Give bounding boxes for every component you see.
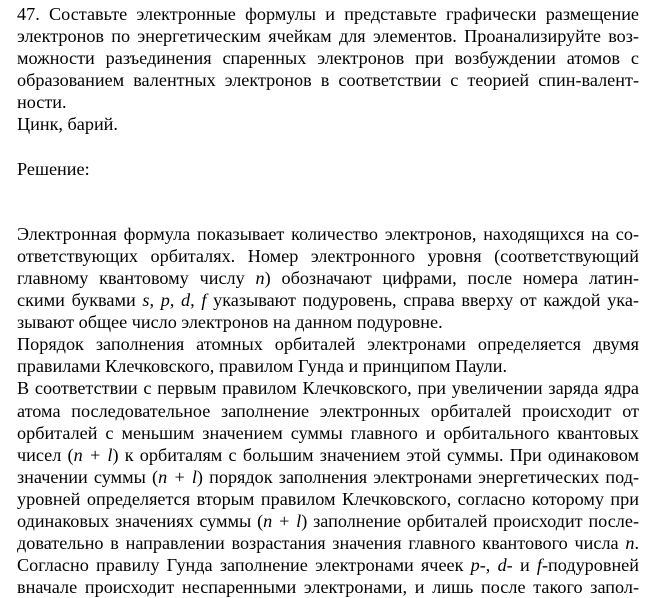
text-run: . [634,533,639,554]
p1-line-4 [17,289,639,311]
p3-line-3: орбиталей с меньшим значением суммы главного и орбитального квантовых [17,422,639,443]
p3-line-8 [17,532,639,554]
p2-line-1: Порядок заполнения атомных орбиталей электронами определяется двумя [17,334,639,355]
task-number: 47. [17,4,40,24]
solution-heading: Решение: [17,158,90,179]
p1-line-5: зывают общее число электронов на данном подуровне. [17,312,443,333]
italic-n-plus-l: n + l [73,444,113,465]
task-line-2: электронов по энергетическим ячейкам для элементов. Проанализируйте воз- [17,26,639,47]
p1-line-2: ответствующих орбиталях. Номер электронного уровня (соответствующий [17,245,639,266]
p2-line-2: правилами Клечковского, правилом Гунда и принципом Паули. [17,356,508,377]
text-run: ) к орбиталям с большим значением этой суммы. При одинаковом [112,444,640,465]
italic-n-plus-l: n + l [158,466,197,487]
text-run: чисел ( [17,444,74,465]
text-run: указывают подуровень, справа вверху от каждой ука- [206,290,639,311]
task-statement [17,3,639,136]
text-run: довательно в направлении возрастания значения главного квантового числа [17,533,626,554]
task-line-5: ности. [17,92,67,113]
task-line-4: образованием валентных электронов в соответствии с теорией спин-валент- [17,70,639,91]
italic-spdf: s, p, d, f [142,290,207,311]
italic-d: d [497,555,507,576]
paragraph-klechkovsky-rules [17,377,639,554]
p3-line-5 [17,466,639,488]
p4-line-1 [17,554,639,576]
text-run: -, [479,555,498,576]
italic-p: p [470,555,480,576]
p4-line-2: вначале происходит неспаренными электронами, и лишь после такого запол- [17,577,639,598]
p3-line-7 [17,510,639,532]
text-run: значении суммы ( [17,466,159,487]
task-text-1: Составьте электронные формулы и представьте графически размещение [49,4,640,24]
paragraph-electron-formula [17,223,639,333]
text-run: ) обозначают цифрами, после номера латин- [264,267,640,288]
text-run: одинаковых значениях суммы ( [17,510,264,531]
p3-line-2: атома последовательное заполнение электронных орбиталей происходит от [17,400,639,421]
document-page [17,0,639,598]
p3-line-1: В соответствии с первым правилом Клечковского, при увеличении заряда ядра [17,378,639,399]
text-run: - и [506,555,537,576]
text-run: -подуровней [541,555,639,576]
text-run: ) заполнение орбиталей происходит после- [301,510,640,531]
spacer [17,180,639,223]
italic-n-plus-l: n + l [263,510,302,531]
italic-f: f [536,555,542,576]
spacer [17,136,639,158]
text-run: главному квантовому числу [17,267,256,288]
task-line-3: можности разъединения спаренных электронов при возбуждении атомов с [17,48,639,69]
paragraph-hund-rule [17,554,639,598]
p1-line-3 [17,267,639,289]
task-elements: Цинк, барий. [17,114,118,135]
task-line-1 [17,3,639,25]
p3-line-6: уровней определяется вторым правилом Клечковского, согласно которому при [17,488,639,509]
text-run: скими буквами [17,290,143,311]
text-run: ) порядок заполнения электронами энергетических под- [196,466,640,487]
italic-n: n [255,267,265,288]
text-run: Согласно правилу Гунда заполнение электронами ячеек [17,555,471,576]
italic-n: n [625,533,635,554]
p1-line-1: Электронная формула показывает количество электронов, находящихся на со- [17,223,639,244]
paragraph-filling-order [17,333,639,377]
p3-line-4 [17,444,639,466]
